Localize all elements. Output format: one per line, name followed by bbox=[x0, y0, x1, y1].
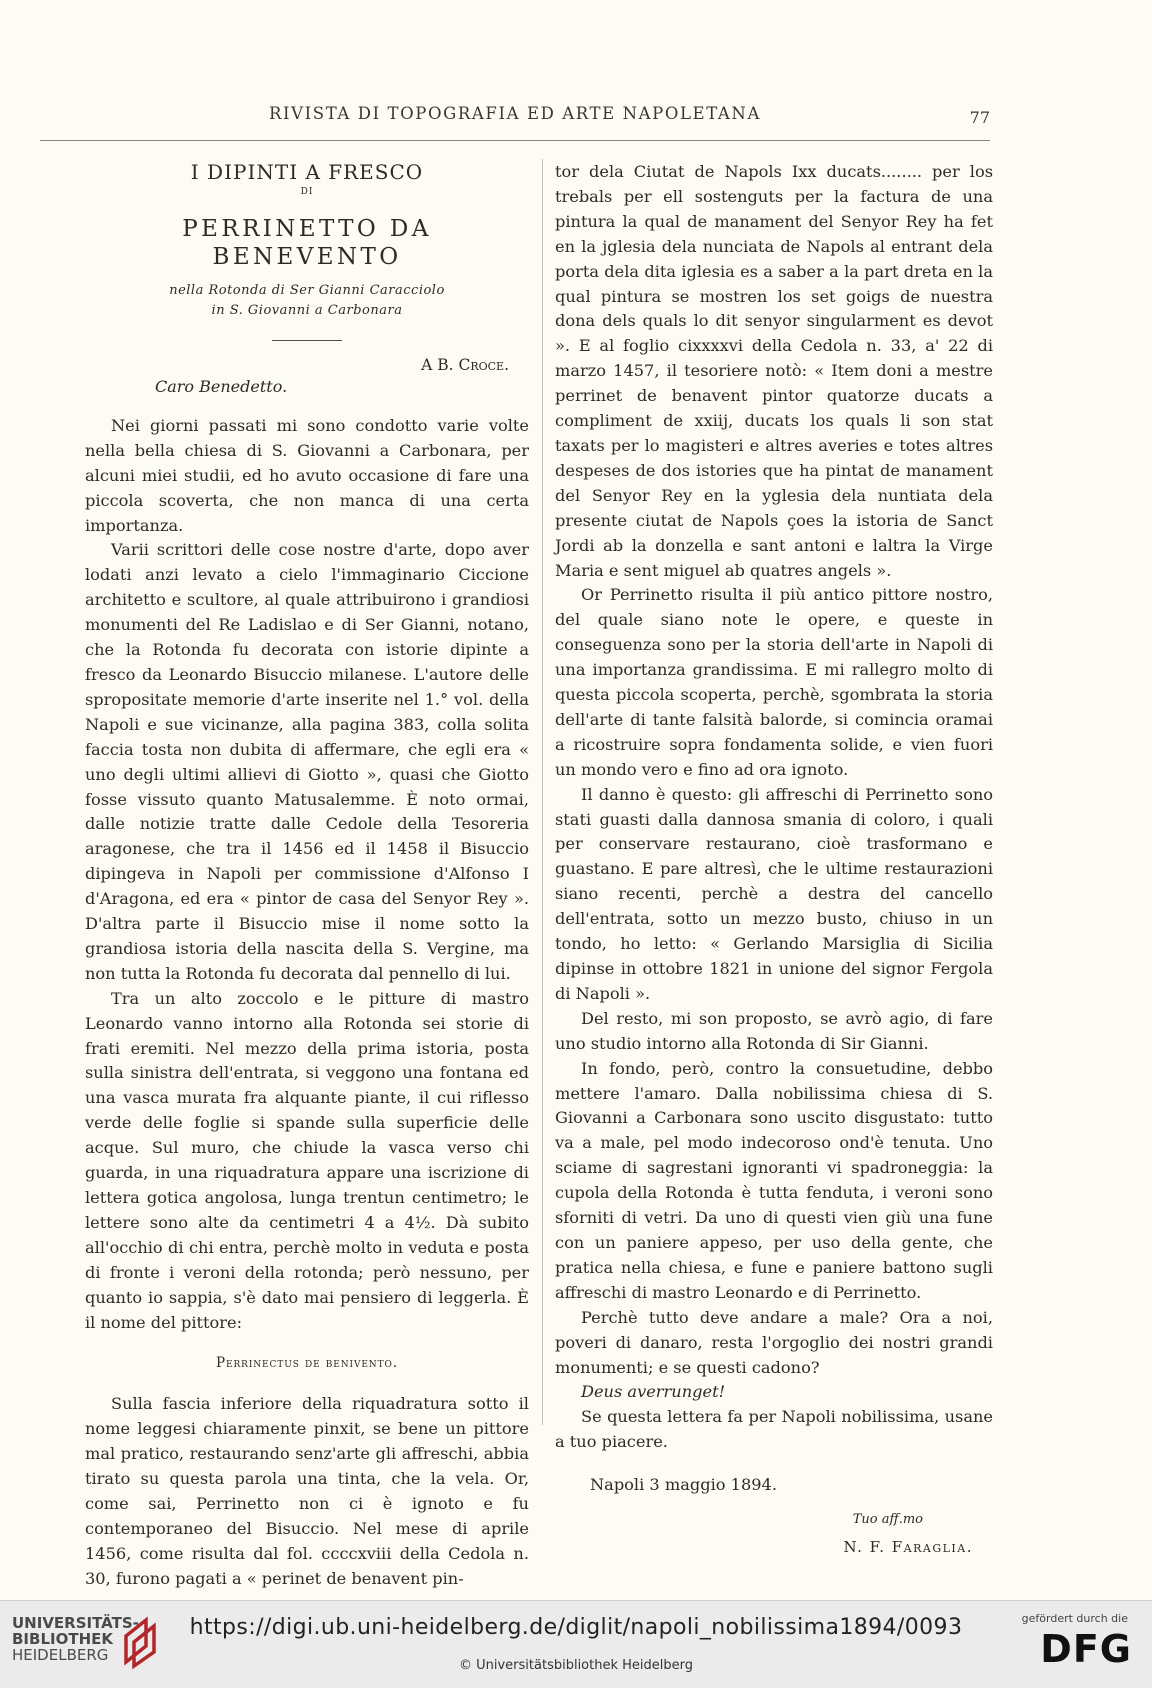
right-column bbox=[555, 160, 993, 1560]
addressee: A B. Croce. bbox=[421, 356, 509, 374]
document-url[interactable]: https://digi.ub.uni-heidelberg.de/diglit/napoli_nobilissima1894/0093 bbox=[189, 1615, 963, 1640]
article-title: I DIPINTI A FRESCO bbox=[190, 160, 424, 184]
left-paragraph-4: Sulla fascia inferiore della riquadratura sotto il nome leggesi chiaramente pinxit, se bene un pittore mal pratico, restaurando senz'arte gli affreschi, abbia tirato su questa parola una tinta, che la vela. Or, come sai, Perrinetto non ci è ignoto e fu contemporaneo del Bisuccio. Nel mese di aprile 1456, come risulta dal fol. ccccxviii della Cedola n. 30, furono pagati a « perinet de benavent pin- bbox=[85, 1394, 529, 1588]
signature-closing: Tuo aff.mo bbox=[852, 1512, 923, 1528]
copyright: © Universitätsbibliothek Heidelberg bbox=[458, 1658, 693, 1673]
left-paragraph-1: Nei giorni passati mi sono condotto varie volte nella bella chiesa di S. Giovanni a Carbonara, per alcuni miei studii, ed ho avuto occasione di fare una piccola scoverta, che non manca di una certa importanza. bbox=[85, 415, 529, 535]
funded-by-label: gefördert durch die bbox=[1021, 1612, 1128, 1625]
viewer-footer bbox=[0, 1600, 1152, 1688]
article-painter-name: PERRINETTO DA BENEVENTO bbox=[182, 216, 432, 270]
right-paragraph-4: Del resto, mi son proposto, se avrò agio, di fare uno studio intorno alla Rotonda di Sir Gianni. bbox=[555, 1008, 993, 1053]
right-paragraph-6: Perchè tutto deve andare a male? Ora a noi, poveri di danaro, resta l'orgoglio dei nostri grandi monumenti; e se questi cadono? bbox=[555, 1307, 993, 1377]
right-paragraph-8: Se questa lettera fa per Napoli nobilissima, usane a tuo piacere. bbox=[555, 1407, 993, 1452]
library-logo[interactable]: UNIVERSITÄTS- BIBLIOTHEK HEIDELBERG bbox=[12, 1614, 139, 1664]
right-paragraph-7: Deus averrunget! bbox=[581, 1382, 726, 1402]
letter-date: Napoli 3 maggio 1894. bbox=[590, 1475, 778, 1495]
right-paragraph-1: tor dela Ciutat de Napols Ixx ducats........ per los trebals per ell sostenguts per la factura de una pintura la qual de manament del Senyor Rey ha fet en la jglesia dela nunciata de Napols al entrant dela porta dela dita iglesia es a saber a la part dreta en la qual pintura se mostren los set goigs de nuestra dona dels quals lo dit senyor singularment es devot ». E al foglio cixxxxvi della Cedola n. 33, a' 22 di marzo 1457, il tesoriere notò: « Item doni a mestre perrinet de benavent pintor quatorze ducats a compliment de xxiij, ducats los quals li son stat taxats per lo magisteri e altres averies e totes altres despeses de dos istories que ha pintat de manament del Senyor Rey en la yglesia dela nuntiata dela presente ciutat de Napols çoes la istoria de Sanct Jordi ab la donzella e sant antoni e laltra la Virge Maria e sent miguel ab quatres angels ». bbox=[555, 162, 993, 580]
running-title: RIVISTA DI TOPOGRAFIA ED ARTE NAPOLETANA bbox=[269, 104, 761, 123]
right-paragraph-5: In fondo, però, contro la consuetudine, debbo mettere l'amaro. Dalla nobilissima chiesa di S. Giovanni a Carbonara sono uscito disgustato: tutto va a male, pel modo indecoroso ond'è tenuta. Uno sciame di sagrestani ignoranti vi spadroneggia: la cupola della Rotonda è tutta fenduta, i veroni sono sforniti di vetri. Da uno di questi vien giù una fune con un paniere appeso, per uso della gente, che pratica nella chiesa, e fune e paniere battono sugli affreschi di mastro Leonardo e di Perrinetto. bbox=[555, 1058, 993, 1302]
page-header bbox=[40, 100, 990, 141]
article-subtitle-2: in S. Giovanni a Carbonara bbox=[211, 303, 403, 318]
title-rule bbox=[272, 340, 342, 341]
left-paragraph-2: Varii scrittori delle cose nostre d'arte, dopo aver lodati anzi levato a cielo l'immaginario Ciccione architetto e scultore, al quale attribuirono i grandiosi monumenti del Re Ladislao e di Ser Gianni, notano, che la Rotonda fu decorata con istorie dipinte a fresco da Leonardo Bisuccio milanese. L'autore delle spropositate memorie d'arte inserite nel 1.° vol. della Napoli e sue vicinanze, alla pagina 383, colla solita faccia tosta non dubita di affermare, che egli era « uno degli ultimi allievi di Giotto », quasi che Giotto fosse vissuto quanto Matusalemme. È noto ormai, dalle notizie tratte dalle Cedole della Tesoreria aragonese, che tra il 1456 ed il 1458 il Bisuccio dipingeva in Napoli per commissione d'Alfonso I d'Aragona, ed era « pintor de casa del Senyor Rey ». D'altra parte il Bisuccio mise il nome sotto la grandiosa istoria della nascita della S. Vergine, ma non tutta la Rotonda fu decorata dal pennello di lui. bbox=[85, 540, 529, 983]
article-subtitle-1: nella Rotonda di Ser Gianni Caracciolo bbox=[169, 283, 445, 298]
left-paragraph-3: Tra un alto zoccolo e le pitture di mastro Leonardo vanno intorno alla Rotonda sei storie di frati eremiti. Nel mezzo della prima istoria, posta sulla sinistra dell'entrata, si veggono una fontana ed una vasca murata fra alquante piante, il cui riflesso verde delle foglie si spande sulla superficie delle acque. Sul muro, che chiude la vasca verso chi guarda, in una riquadratura appare una iscrizione di lettera gotica angolosa, lunga trentun centimetro; le lettere sono alte da centimetri 4 a 4½. Dà subito all'occhio di chi entra, perchè molto in veduta e posta di fronte i veroni della rotonda; però nessuno, per quanto io sappia, s'è dato mai pensiero di leggerla. È il nome del pittore: bbox=[85, 988, 529, 1332]
left-column bbox=[85, 159, 529, 1592]
article-title-di: DI bbox=[300, 187, 314, 197]
salutation: Caro Benedetto. bbox=[155, 377, 288, 396]
right-paragraph-2: Or Perrinetto risulta il più antico pittore nostro, del quale siano note le opere, e queste in conseguenza sono per la storia dell'arte in Napoli di una importanza grandissima. E mi rallegro molto di questa piccola scoperta, perchè, sgombrata la storia dell'arte di tante falsità balorde, si comincia oramai a ricostruire sopra fondamenta solide, e vien fuori un mondo vero e fino ad ora ignoto. bbox=[555, 585, 993, 779]
right-paragraph-3: Il danno è questo: gli affreschi di Perrinetto sono stati guasti dalla dannosa smania di coloro, i quali per conservare restaurano, cioè trasformano e guastano. E pare altresì, che le ultime restaurazioni siano recenti, perchè a destra del cancello dell'entrata, sotto un mezzo busto, chiuso in un tondo, ho letto: « Gerlando Marsiglia di Sicilia dipinse in ottobre 1821 in unione del signor Fergola di Napoli ». bbox=[555, 784, 993, 1003]
column-divider bbox=[542, 159, 543, 1425]
painter-inscription: Perrinectus de benivento. bbox=[216, 1355, 398, 1372]
page-number: 77 bbox=[969, 108, 990, 127]
signature-name: N. F. Faraglia. bbox=[843, 1537, 973, 1556]
dfg-logo[interactable]: DFG bbox=[1040, 1627, 1132, 1671]
